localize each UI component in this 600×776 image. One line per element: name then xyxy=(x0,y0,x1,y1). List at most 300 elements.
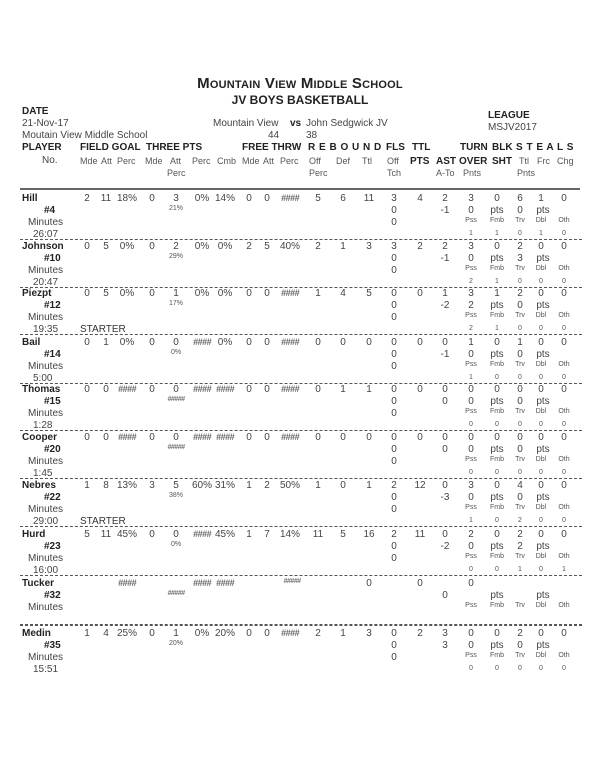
oth-label: Oth xyxy=(558,652,570,659)
dbl-label: Dbl xyxy=(535,652,547,659)
stat-turnover: 3 xyxy=(468,241,474,252)
col-fg-perc: Perc xyxy=(117,156,136,166)
stat-ft-mde: 0 xyxy=(246,337,252,348)
oth-label: Oth xyxy=(558,504,570,511)
pts-label: pts xyxy=(490,541,504,552)
stat-turnover: 3 xyxy=(468,288,474,299)
game-date: 21-Nov-17 xyxy=(22,118,69,129)
minutes-played: 29:00 xyxy=(33,516,59,527)
dbl-label: Dbl xyxy=(535,553,547,560)
stat-tp-perc: 0% xyxy=(194,628,210,639)
stat-pts: 0 xyxy=(417,432,423,443)
stat-st-pnts: 0 xyxy=(517,444,523,455)
report-subtitle: JV BOYS BASKETBALL xyxy=(231,93,369,107)
stat-tp-att-perc: 0% xyxy=(170,541,182,548)
col-fg-att: Att xyxy=(101,156,113,166)
stat-tp-att: 1 xyxy=(173,628,179,639)
stat-turnover-pnts: 0 xyxy=(468,205,474,216)
stat-ft-perc: 14% xyxy=(279,529,301,540)
col-fls-off: Off xyxy=(387,156,399,166)
stat-st-chg: 0 xyxy=(561,193,567,204)
dbl-label: Dbl xyxy=(535,217,547,224)
minutes-played: 5:00 xyxy=(33,373,53,384)
stat-turnover-pnts: 0 xyxy=(468,640,474,651)
stat-fg-mde: 5 xyxy=(84,529,90,540)
stat-tp-mde: 0 xyxy=(149,241,155,252)
pss-label: Pss xyxy=(465,312,477,319)
minutes-label: Minutes xyxy=(28,456,64,467)
league-label: LEAGUE xyxy=(488,110,530,121)
oth-label: Oth xyxy=(558,361,570,368)
stat-oth: 0 xyxy=(562,374,566,381)
stat-fls-off-2: 0 xyxy=(391,396,397,407)
col-blk: BLK xyxy=(492,142,513,153)
row-divider xyxy=(20,625,582,626)
col-sht: SHT xyxy=(492,156,512,167)
stat-ft-att: 0 xyxy=(264,288,270,299)
stat-fls-tch: 0 xyxy=(391,217,397,228)
stat-ast: 1 xyxy=(442,288,448,299)
stat-tp-mde: 3 xyxy=(149,480,155,491)
stat-fmb: 1 xyxy=(495,278,499,285)
stat-tp-att: 2 xyxy=(173,241,179,252)
stat-fg-att: 0 xyxy=(103,432,109,443)
stat-ast: 3 xyxy=(442,628,448,639)
stat-fls-off: 3 xyxy=(391,193,397,204)
stat-reb-ttl: 0 xyxy=(366,337,372,348)
stat-tp-perc: #### xyxy=(192,529,212,539)
stat-st-pnts: 2 xyxy=(517,541,523,552)
minutes-played: 1:28 xyxy=(33,420,53,431)
player-name: Hurd xyxy=(22,529,46,540)
stat-dbl: 0 xyxy=(539,278,543,285)
stat-ft-att: 0 xyxy=(264,337,270,348)
pss-label: Pss xyxy=(465,265,477,272)
stat-st-ttl: 2 xyxy=(517,529,523,540)
stat-st-chg: 0 xyxy=(561,241,567,252)
stat-fg-mde: 1 xyxy=(84,480,90,491)
stat-dbl: 0 xyxy=(539,469,543,476)
stat-reb-off: 2 xyxy=(315,628,321,639)
pts-label: pts xyxy=(536,205,550,216)
stat-reb-def: 0 xyxy=(340,432,346,443)
stat-reb-def: 1 xyxy=(340,241,346,252)
trv-label: Trv xyxy=(515,456,525,463)
dbl-label: Dbl xyxy=(535,361,547,368)
stat-ft-mde: 0 xyxy=(246,193,252,204)
stat-tp-att: 0 xyxy=(173,529,179,540)
stat-fls-tch: 0 xyxy=(391,456,397,467)
stat-reb-ttl: 0 xyxy=(366,432,372,443)
col-pts: PTS xyxy=(410,156,430,167)
stat-tp-perc: 0% xyxy=(194,288,210,299)
oth-label: Oth xyxy=(558,456,570,463)
stat-fls-off: 3 xyxy=(391,241,397,252)
stat-turnover: 0 xyxy=(468,384,474,395)
trv-label: Trv xyxy=(515,217,525,224)
stat-blk: 0 xyxy=(494,480,500,491)
stat-pss: 2 xyxy=(469,278,473,285)
pts-label: pts xyxy=(490,396,504,407)
stat-ft-perc: #### xyxy=(280,384,300,394)
stat-ast: 2 xyxy=(442,241,448,252)
stat-fls-tch: 0 xyxy=(391,652,397,663)
stat-st-frc: 1 xyxy=(538,193,544,204)
stat-pss: 0 xyxy=(469,469,473,476)
stat-st-chg: 0 xyxy=(561,529,567,540)
stat-ft-mde: 0 xyxy=(246,628,252,639)
stat-fls-tch: 0 xyxy=(391,408,397,419)
trv-label: Trv xyxy=(515,504,525,511)
stat-st-chg: 0 xyxy=(561,384,567,395)
col-reb-off-perc: Perc xyxy=(309,168,328,178)
player-number: #20 xyxy=(44,444,61,455)
player-name: Nebres xyxy=(22,480,56,491)
pss-label: Pss xyxy=(465,361,477,368)
stat-st-ttl: 1 xyxy=(517,337,523,348)
trv-label: Trv xyxy=(515,312,525,319)
stat-tp-perc: #### xyxy=(192,432,212,442)
table-row xyxy=(0,384,600,431)
minutes-played: 20:47 xyxy=(33,277,59,288)
row-divider xyxy=(20,239,582,240)
minutes-label: Minutes xyxy=(28,602,64,613)
oth-label: Oth xyxy=(558,553,570,560)
stat-trv: 0 xyxy=(518,230,522,237)
col-ft-att: Att xyxy=(263,156,275,166)
date-label: DATE xyxy=(22,106,49,117)
minutes-label: Minutes xyxy=(28,361,64,372)
stat-fg-perc: 25% xyxy=(116,628,138,639)
col-ft-perc: Perc xyxy=(280,156,299,166)
stat-st-frc: 0 xyxy=(538,384,544,395)
stat-tp-att-perc: ##### xyxy=(167,590,185,597)
col-three-pts: THREE PTS xyxy=(146,142,203,153)
stat-fls-tch: 0 xyxy=(391,361,397,372)
minutes-label: Minutes xyxy=(28,652,64,663)
fmb-label: Fmb xyxy=(490,408,504,415)
stat-reb-def: 6 xyxy=(340,193,346,204)
stat-cmb: #### xyxy=(215,384,235,394)
pts-label: pts xyxy=(490,640,504,651)
minutes-label: Minutes xyxy=(28,504,64,515)
stat-ft-perc: #### xyxy=(280,288,300,298)
stat-turnover-pnts: 0 xyxy=(468,444,474,455)
oth-label: Oth xyxy=(558,408,570,415)
oth-label: Oth xyxy=(558,265,570,272)
stat-ast: 0 xyxy=(442,337,448,348)
stat-ft-mde: 1 xyxy=(246,529,252,540)
stat-pss: 0 xyxy=(469,421,473,428)
stat-st-pnts: 0 xyxy=(517,205,523,216)
stat-st-ttl: 0 xyxy=(517,384,523,395)
stat-pts: 12 xyxy=(414,480,426,491)
row-divider xyxy=(20,430,582,431)
stat-pts: 0 xyxy=(417,288,423,299)
stat-fls-off: 0 xyxy=(391,628,397,639)
minutes-played: 26:07 xyxy=(33,229,59,240)
stat-ast-ato: -2 xyxy=(440,541,450,552)
stat-fg-mde: 0 xyxy=(84,384,90,395)
stat-dbl: 0 xyxy=(539,374,543,381)
stat-reb-off: 0 xyxy=(315,432,321,443)
stat-pts: 0 xyxy=(417,384,423,395)
stat-blk: 0 xyxy=(494,529,500,540)
stat-ast-ato: -1 xyxy=(440,349,450,360)
pss-label: Pss xyxy=(465,217,477,224)
stat-pts: 4 xyxy=(417,193,423,204)
col-over-pnts: Pnts xyxy=(463,168,482,178)
pss-label: Pss xyxy=(465,456,477,463)
stat-ast-ato: 0 xyxy=(442,444,448,455)
player-name: Cooper xyxy=(22,432,57,443)
row-divider xyxy=(20,334,582,335)
player-name: Medin xyxy=(22,628,51,639)
stat-tp-mde: 0 xyxy=(149,193,155,204)
stat-ast-ato: -1 xyxy=(440,253,450,264)
stat-reb-ttl: 3 xyxy=(366,241,372,252)
table-row xyxy=(0,480,600,527)
stat-fls-off: 2 xyxy=(391,480,397,491)
col-reb-def: Def xyxy=(336,156,351,166)
player-number: #32 xyxy=(44,590,61,601)
col-fg-mde: Mde xyxy=(80,156,98,166)
stat-ast: 0 xyxy=(442,480,448,491)
col-ast-ato: A-To xyxy=(436,168,455,178)
stat-ast: 0 xyxy=(442,384,448,395)
stat-fg-att: 5 xyxy=(103,288,109,299)
dbl-label: Dbl xyxy=(535,312,547,319)
stat-tp-att: 0 xyxy=(173,337,179,348)
stat-blk: 0 xyxy=(494,193,500,204)
col-cmb: Cmb xyxy=(217,156,237,166)
stat-st-chg: 0 xyxy=(561,480,567,491)
stat-dbl: 0 xyxy=(539,325,543,332)
stat-tp-att: 5 xyxy=(173,480,179,491)
stat-turnover: 0 xyxy=(468,432,474,443)
minutes-label: Minutes xyxy=(28,265,64,276)
stat-ast-ato: 0 xyxy=(442,396,448,407)
stat-pts: 0 xyxy=(417,337,423,348)
stat-ast: 0 xyxy=(442,432,448,443)
stat-fls-tch: 0 xyxy=(391,265,397,276)
home-score: 44 xyxy=(268,130,280,141)
stat-turnover: 3 xyxy=(468,193,474,204)
table-row xyxy=(0,529,600,576)
stat-ft-att: 0 xyxy=(264,432,270,443)
player-number: #35 xyxy=(44,640,61,651)
col-rebound: R E B O U N D xyxy=(308,142,382,153)
stat-cmb: 14% xyxy=(214,193,236,204)
starter-badge: STARTER xyxy=(80,516,126,527)
stat-tp-perc: #### xyxy=(192,384,212,394)
dbl-label: Dbl xyxy=(535,504,547,511)
player-number: #22 xyxy=(44,492,61,503)
stat-blk: 0 xyxy=(494,628,500,639)
table-row xyxy=(0,241,600,288)
col-free-thrw: FREE THRW xyxy=(242,142,302,153)
stat-fg-perc: #### xyxy=(117,578,137,588)
fmb-label: Fmb xyxy=(490,553,504,560)
col-st-chg: Chg xyxy=(557,156,574,166)
stat-oth: 0 xyxy=(562,278,566,285)
stat-ast-ato: 3 xyxy=(442,640,448,651)
stat-oth: 0 xyxy=(562,230,566,237)
stat-st-pnts: 0 xyxy=(517,492,523,503)
stat-fls-off-2: 0 xyxy=(391,492,397,503)
stat-reb-def: 1 xyxy=(340,628,346,639)
stat-ft-att: 0 xyxy=(264,628,270,639)
table-row xyxy=(0,288,600,335)
table-row xyxy=(0,432,600,479)
away-team: John Sedgwick JV xyxy=(306,118,388,129)
trv-label: Trv xyxy=(515,408,525,415)
stat-tp-perc: #### xyxy=(192,578,212,588)
stat-st-frc: 0 xyxy=(538,288,544,299)
stat-fg-att: 4 xyxy=(103,628,109,639)
stat-fg-perc: 45% xyxy=(116,529,138,540)
stat-tp-att-perc: 29% xyxy=(168,253,184,260)
stat-pss: 0 xyxy=(469,566,473,573)
stat-reb-off: 11 xyxy=(312,529,324,540)
stat-fg-perc: 18% xyxy=(116,193,138,204)
pts-label: pts xyxy=(536,640,550,651)
vs-label: vs xyxy=(290,118,302,129)
player-name: Piezpt xyxy=(22,288,52,299)
col-over: OVER xyxy=(459,156,488,167)
stat-oth: 0 xyxy=(562,665,566,672)
pss-label: Pss xyxy=(465,553,477,560)
stat-ft-mde: 1 xyxy=(246,480,252,491)
stat-reb-ttl: 11 xyxy=(363,193,375,204)
stat-ast-ato: -2 xyxy=(440,300,450,311)
stat-ft-att: 5 xyxy=(264,241,270,252)
stat-st-pnts: 0 xyxy=(517,300,523,311)
stat-pss: 2 xyxy=(469,325,473,332)
player-name: Johnson xyxy=(22,241,64,252)
stat-ft-perc: #### xyxy=(280,432,300,442)
stat-cmb: 0% xyxy=(217,241,233,252)
stat-trv: 0 xyxy=(518,469,522,476)
stat-fmb: 0 xyxy=(495,665,499,672)
stat-oth: 0 xyxy=(562,469,566,476)
stat-tp-att-perc: 38% xyxy=(168,492,184,499)
col-field-goal: FIELD GOAL xyxy=(80,142,141,153)
stat-trv: 0 xyxy=(518,278,522,285)
stat-reb-ttl: 5 xyxy=(366,288,372,299)
stat-ft-mde: 2 xyxy=(246,241,252,252)
stat-st-frc: 0 xyxy=(538,529,544,540)
stat-tp-mde: 0 xyxy=(149,288,155,299)
stat-fls-off-2: 0 xyxy=(391,444,397,455)
minutes-played: 16:00 xyxy=(33,565,59,576)
stat-fmb: 1 xyxy=(495,230,499,237)
stat-tp-mde: 0 xyxy=(149,432,155,443)
stat-fmb: 0 xyxy=(495,517,499,524)
pts-label: pts xyxy=(536,541,550,552)
stat-ft-att: 7 xyxy=(264,529,270,540)
stat-fls-off: 0 xyxy=(391,288,397,299)
stat-ft-perc: ##### xyxy=(283,578,301,585)
stat-reb-ttl: 3 xyxy=(366,628,372,639)
row-divider xyxy=(20,478,582,479)
player-name: Thomas xyxy=(22,384,61,395)
stat-fg-perc: 0% xyxy=(119,288,135,299)
stat-fg-att: 11 xyxy=(100,193,112,204)
stat-fg-att: 5 xyxy=(103,241,109,252)
col-fls: FLS xyxy=(386,142,405,153)
dbl-label: Dbl xyxy=(535,408,547,415)
player-name: Bail xyxy=(22,337,41,348)
player-name: Hill xyxy=(22,193,38,204)
minutes-played: 15:51 xyxy=(33,664,59,675)
stat-reb-def: 4 xyxy=(340,288,346,299)
pts-label: pts xyxy=(490,444,504,455)
stat-cmb: #### xyxy=(215,578,235,588)
stat-tp-mde: 0 xyxy=(149,384,155,395)
stat-st-chg: 0 xyxy=(561,432,567,443)
stat-cmb: #### xyxy=(215,432,235,442)
pss-label: Pss xyxy=(465,504,477,511)
player-number: #15 xyxy=(44,396,61,407)
stat-fmb: 0 xyxy=(495,469,499,476)
stat-fmb: 0 xyxy=(495,374,499,381)
stat-reb-off: 2 xyxy=(315,241,321,252)
col-no: No. xyxy=(42,155,58,166)
pts-label: pts xyxy=(490,590,504,601)
stat-trv: 1 xyxy=(518,566,522,573)
stat-tp-att: 0 xyxy=(173,432,179,443)
stat-fg-att: 1 xyxy=(103,337,109,348)
stat-fg-perc: 0% xyxy=(119,337,135,348)
stat-turnover-pnts: 0 xyxy=(468,349,474,360)
stat-ast-ato: -1 xyxy=(440,205,450,216)
school-title: Mountain View Middle School xyxy=(197,75,403,92)
stat-turnover-pnts: 0 xyxy=(468,541,474,552)
stat-pss: 1 xyxy=(469,230,473,237)
col-st-ttl: Ttl xyxy=(519,156,529,166)
player-number: #12 xyxy=(44,300,61,311)
stat-st-frc: 0 xyxy=(538,337,544,348)
stat-trv: 2 xyxy=(518,517,522,524)
stat-ast: 0 xyxy=(442,529,448,540)
stat-ft-mde: 0 xyxy=(246,288,252,299)
stat-trv: 0 xyxy=(518,325,522,332)
stat-fls-off-2: 0 xyxy=(391,640,397,651)
starter-badge: STARTER xyxy=(80,324,126,335)
stat-fls-off: 2 xyxy=(391,529,397,540)
stat-turnover: 0 xyxy=(468,628,474,639)
stat-reb-off: 5 xyxy=(315,193,321,204)
stat-fg-mde: 1 xyxy=(84,628,90,639)
stat-fg-att: 0 xyxy=(103,384,109,395)
col-tp-att: Att xyxy=(170,156,182,166)
col-ft-mde: Mde xyxy=(242,156,260,166)
stat-tp-mde: 0 xyxy=(149,529,155,540)
pts-label: pts xyxy=(490,349,504,360)
player-number: #23 xyxy=(44,541,61,552)
stat-reb-ttl: 1 xyxy=(366,480,372,491)
stat-tp-att-perc: 21% xyxy=(168,205,184,212)
stat-st-pnts: 0 xyxy=(517,640,523,651)
stat-ft-att: 0 xyxy=(264,193,270,204)
pss-label: Pss xyxy=(465,602,477,609)
stat-ft-att: 0 xyxy=(264,384,270,395)
stat-trv: 0 xyxy=(518,665,522,672)
minutes-label: Minutes xyxy=(28,217,64,228)
pts-label: pts xyxy=(490,492,504,503)
stat-blk: 0 xyxy=(494,337,500,348)
